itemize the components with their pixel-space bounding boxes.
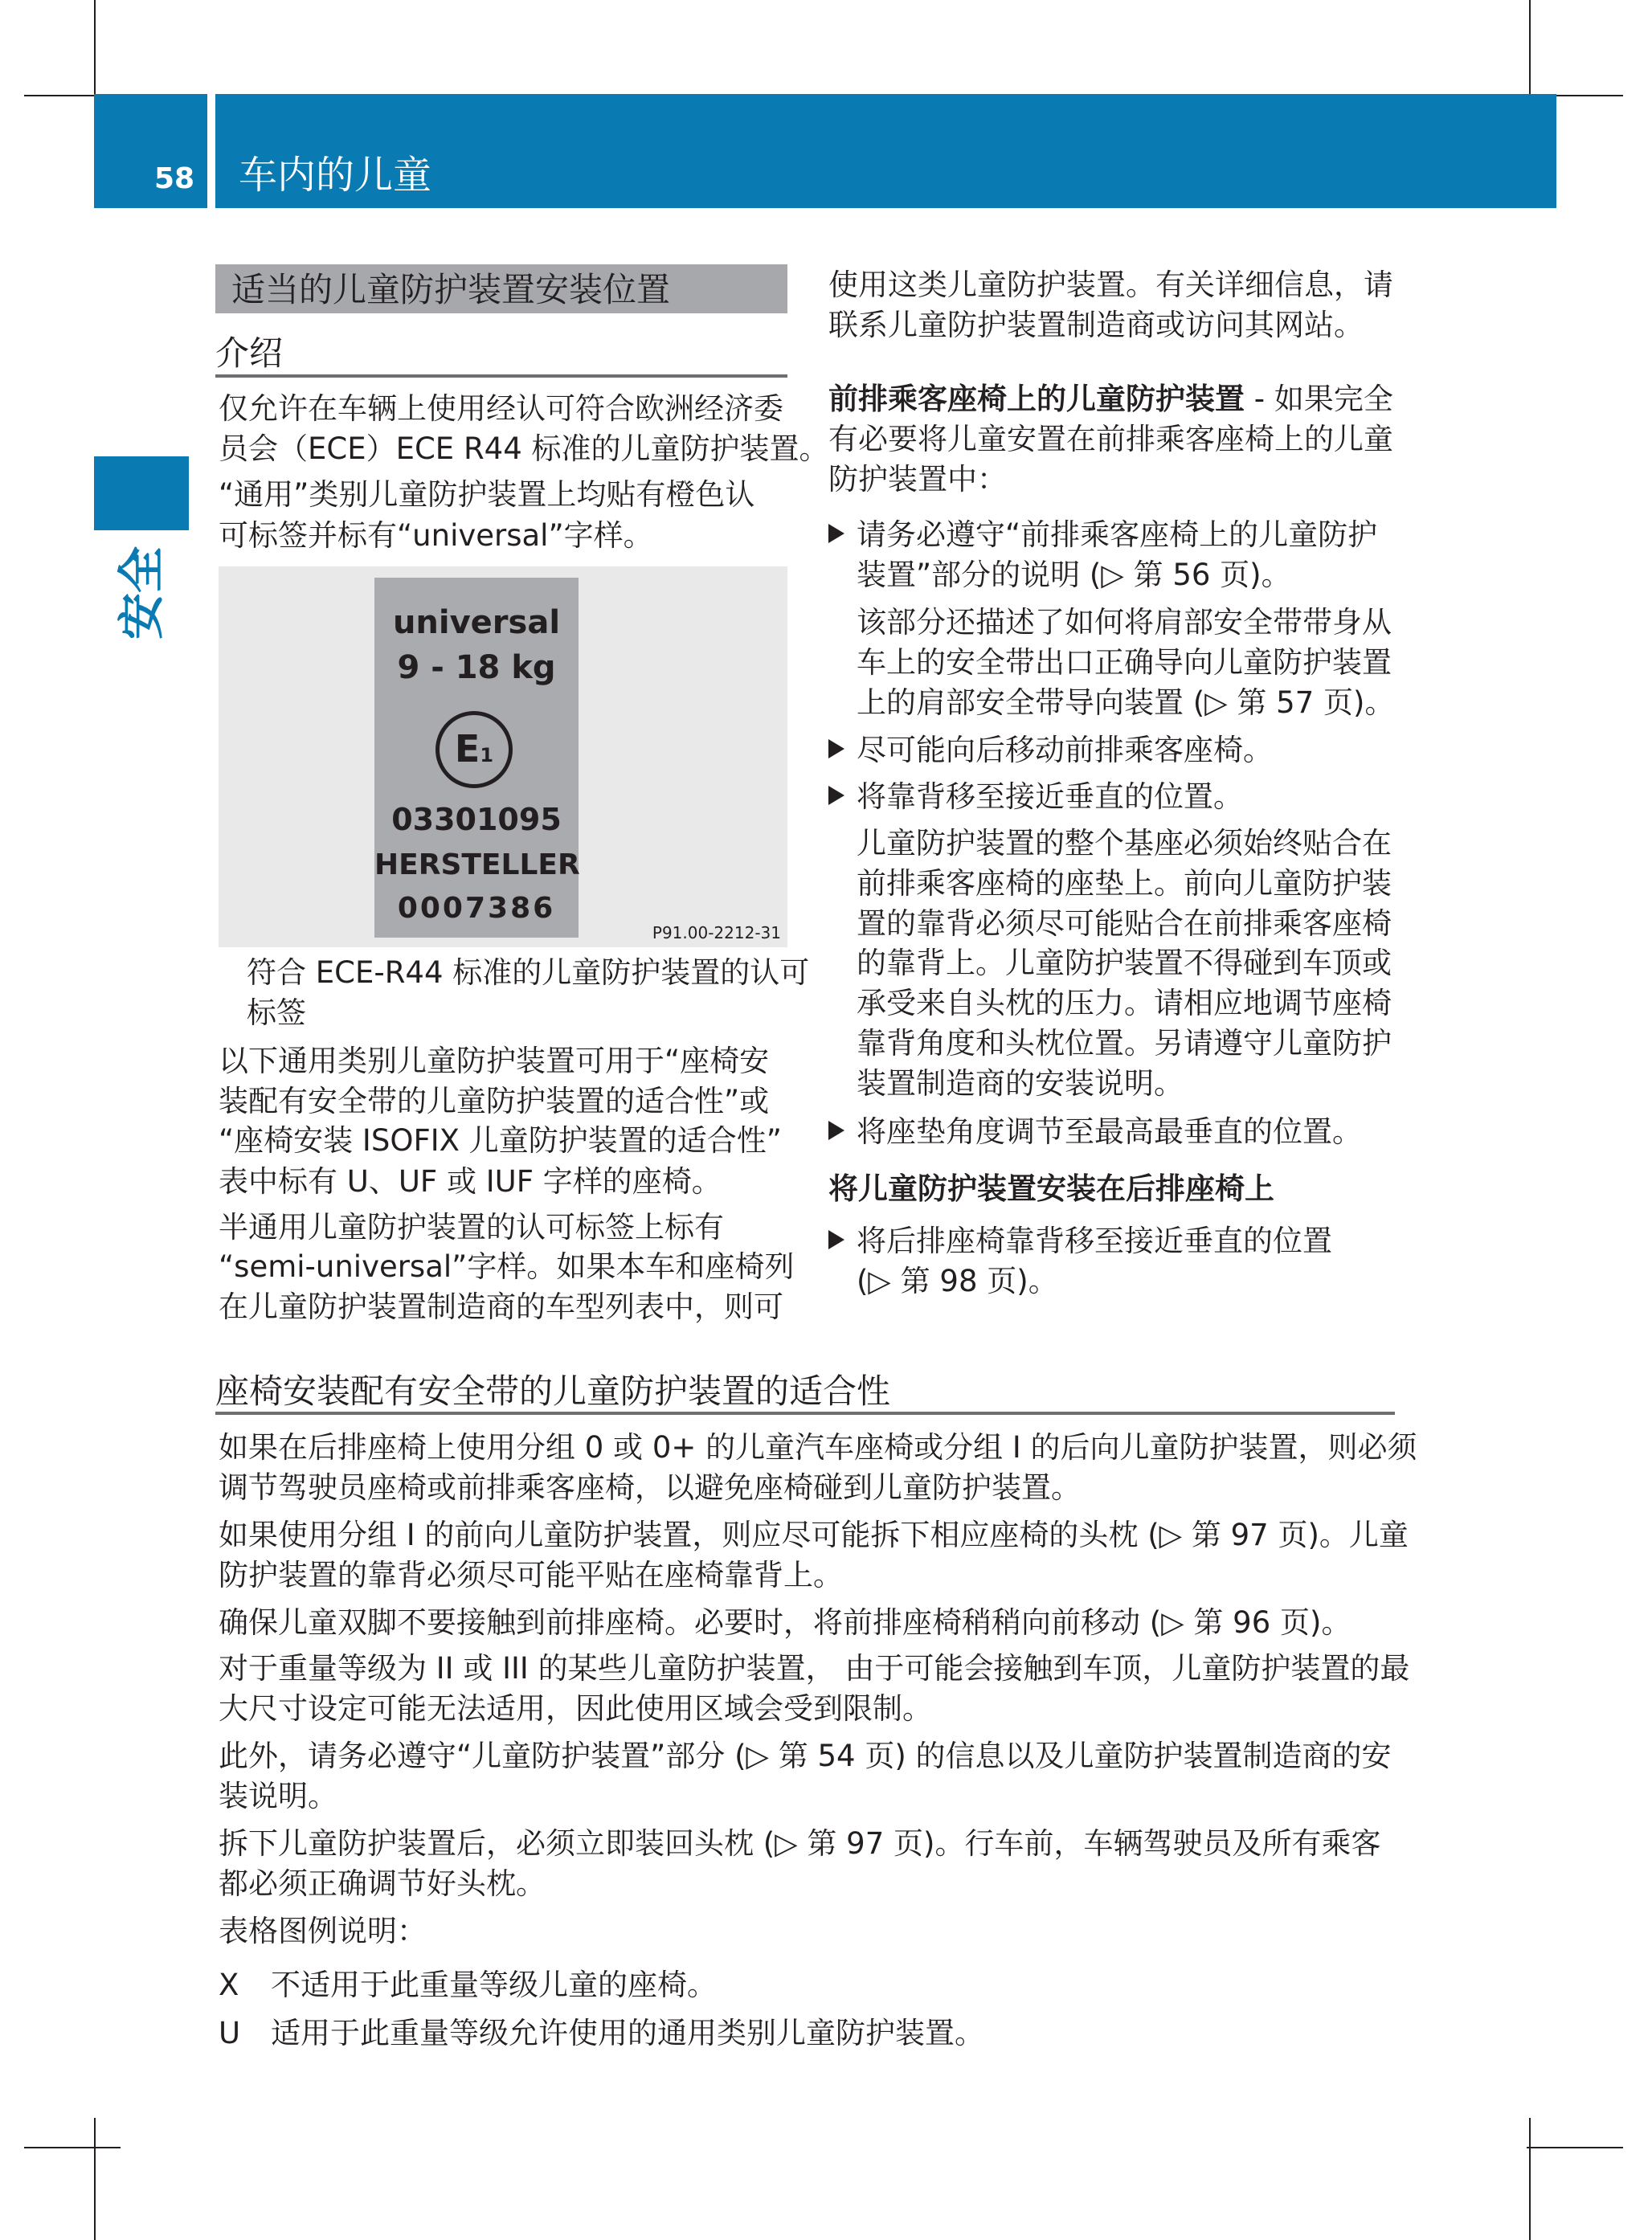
side-tab-label: 安全 (114, 546, 169, 640)
crop-mark (1529, 2118, 1531, 2240)
bullet-triangle-icon (828, 786, 844, 805)
text-line: 拆下儿童防护装置后，必须立即装回头枕 (▷ 第 97 页)。行车前，车辆驾驶员及所有乘客 (219, 1826, 1381, 1861)
bullet-triangle-icon (828, 524, 844, 543)
text-line: 该部分还描述了如何将肩部安全带带身从 (857, 605, 1392, 640)
approval-label (374, 578, 579, 938)
text-line: 儿童防护装置的整个基座必须始终贴合在 (857, 826, 1392, 860)
label-text-serial: 0007386 (397, 892, 556, 925)
figure-code: P91.00-2212-31 (652, 923, 781, 942)
text-line: 确保儿童双脚不要接触到前排座椅。必要时，将前排座椅稍稍向前移动 (▷ 第 96 页)。 (219, 1605, 1351, 1640)
label-text-weight: 9 - 18 kg (397, 649, 556, 686)
bullet-text: 装置”部分的说明 (▷ 第 56 页)。 (857, 558, 1291, 592)
text-line: 置的靠背必须尽可能贴合在前排乘客座椅 (857, 906, 1392, 941)
bullet-text: 将后排座椅靠背移至接近垂直的位置 (857, 1224, 1332, 1258)
text-line: 靠背角度和头枕位置。另请遵守儿童防护 (857, 1026, 1392, 1061)
crop-mark (1527, 2147, 1623, 2148)
legend-text: 不适用于此重量等级儿童的座椅。 (271, 1968, 717, 2002)
legend-text: 适用于此重量等级允许使用的通用类别儿童防护装置。 (271, 2016, 984, 2050)
text-line: 此外，请务必遵守“儿童防护装置”部分 (▷ 第 54 页) 的信息以及儿童防护装置制造商的安 (219, 1739, 1392, 1773)
text-line: 承受来自头枕的压力。请相应地调节座椅 (857, 986, 1392, 1020)
bullet-text: 将座垫角度调节至最高最垂直的位置。 (857, 1114, 1362, 1149)
bullet-text: 请务必遵守“前排乘客座椅上的儿童防护 (857, 517, 1378, 552)
text-line: 仅允许在车辆上使用经认可符合欧洲经济委 (219, 391, 783, 426)
text-line: “通用”类别儿童防护装置上均贴有橙色认 (219, 477, 755, 512)
heading-rule (215, 1412, 1395, 1415)
page-title: 车内的儿童 (239, 153, 432, 198)
text-line: “semi-universal”字样。如果本车和座椅列 (219, 1249, 795, 1284)
text-line: 车上的安全带出口正确导向儿童防护装置 (857, 645, 1392, 680)
approval-label-figure (219, 566, 787, 947)
bullet-text: (▷ 第 98 页)。 (857, 1264, 1058, 1298)
text-line: 可标签并标有“universal”字样。 (219, 518, 653, 553)
text-line: 如果使用分组 I 的前向儿童防护装置，则应尽可能拆下相应座椅的头枕 (▷ 第 97 页)。儿童 (219, 1518, 1409, 1552)
text-line: 有必要将儿童安置在前排乘客座椅上的儿童 (828, 422, 1393, 456)
text-line: 半通用儿童防护装置的认可标签上标有 (219, 1210, 724, 1245)
e1-mark-icon (435, 711, 513, 788)
side-tab-block (94, 456, 189, 530)
text-line: 联系儿童防护装置制造商或访问其网站。 (828, 308, 1364, 342)
bullet-text: 将靠背移至接近垂直的位置。 (857, 779, 1243, 814)
front-seat-heading: 前排乘客座椅上的儿童防护装置 (828, 382, 1245, 416)
legend-key: U (219, 2016, 241, 2050)
crop-mark (94, 2118, 96, 2240)
text-line: 使用这类儿童防护装置。有关详细信息，请 (828, 268, 1393, 302)
intro-heading: 介绍 (215, 333, 284, 373)
text-line: 表中标有 U、UF 或 IUF 字样的座椅。 (219, 1164, 722, 1199)
figure-caption: 标签 (247, 995, 306, 1030)
text-line: 调节驾驶员座椅或前排乘客座椅，以避免座椅碰到儿童防护装置。 (219, 1470, 1081, 1505)
text-line: 装置制造商的安装说明。 (857, 1066, 1184, 1101)
text-line: 以下通用类别儿童防护装置可用于“座椅安 (219, 1044, 770, 1078)
figure-caption: 符合 ECE-R44 标准的儿童防护装置的认可 (247, 955, 810, 990)
text-line: 防护装置的靠背必须尽可能平贴在座椅靠背上。 (219, 1558, 843, 1592)
section-2-title: 座椅安装配有安全带的儿童防护装置的适合性 (215, 1371, 891, 1411)
text-line: 如果在后排座椅上使用分组 0 或 0+ 的儿童汽车座椅或分组 I 的后向儿童防护装置，则必须 (219, 1430, 1417, 1465)
section-title: 适当的儿童防护装置安装位置 (231, 270, 671, 309)
bullet-text: 尽可能向后移动前排乘客座椅。 (857, 733, 1273, 767)
text-line: 大尺寸设定可能无法适用，因此使用区域会受到限制。 (219, 1691, 932, 1726)
bullet-triangle-icon (828, 1230, 844, 1249)
e1-mark-letter: E (454, 727, 480, 771)
page-number: 58 (154, 162, 195, 195)
text-line: 表格图例说明： (219, 1914, 427, 1948)
text-line: 上的肩部安全带导向装置 (▷ 第 57 页)。 (857, 685, 1395, 720)
text-line: “座椅安装 ISOFIX 儿童防护装置的适合性” (219, 1123, 782, 1158)
legend-key: X (219, 1968, 239, 2002)
heading-rule (215, 374, 787, 378)
text-line: 的靠背上。儿童防护装置不得碰到车顶或 (857, 946, 1392, 980)
label-text-manufacturer: HERSTELLER (374, 848, 580, 881)
text-line: 员会（ECE）ECE R44 标准的儿童防护装置。 (219, 431, 829, 466)
rear-seat-heading: 将儿童防护装置安装在后排座椅上 (828, 1171, 1274, 1206)
label-text-universal: universal (392, 604, 561, 641)
text-line: 在儿童防护装置制造商的车型列表中，则可 (219, 1290, 783, 1324)
label-text-approval-number: 03301095 (391, 802, 562, 837)
text-line: 装配有安全带的儿童防护装置的适合性”或 (219, 1084, 770, 1118)
text-line: 前排乘客座椅的座垫上。前向儿童防护装 (857, 866, 1392, 901)
e1-mark-number: 1 (480, 744, 494, 766)
header-separator (207, 94, 215, 208)
text-line: 对于重量等级为 II 或 III 的某些儿童防护装置， 由于可能会接触到车顶，儿童防护装置的最 (219, 1651, 1410, 1686)
text-line: - 如果完全 (1245, 382, 1393, 416)
bullet-triangle-icon (828, 739, 844, 758)
bullet-triangle-icon (828, 1121, 844, 1140)
text-line: 装说明。 (219, 1779, 337, 1813)
crop-mark (24, 2147, 121, 2148)
text-line: 防护装置中： (828, 462, 1007, 497)
text-line: 都必须正确调节好头枕。 (219, 1866, 546, 1901)
